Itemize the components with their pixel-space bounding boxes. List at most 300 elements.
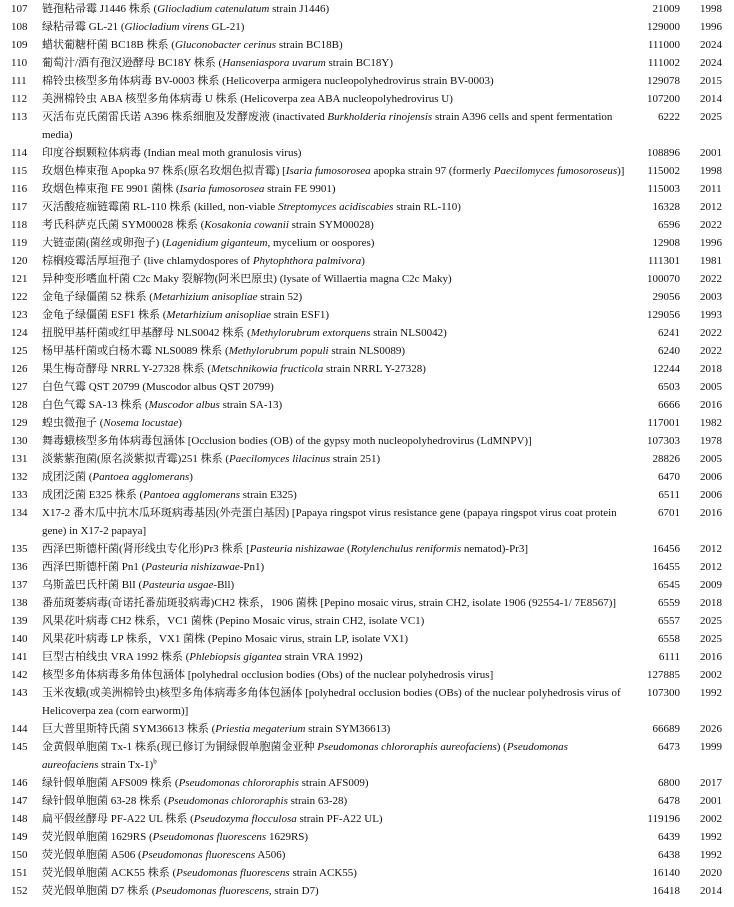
row-year: 2012 (700, 543, 722, 555)
name-text: 绿针假单胞菌 AFS009 株系 ( (42, 777, 179, 789)
scientific-name: Hanseniaspora uvarum (222, 57, 326, 69)
table-row (0, 234, 734, 252)
row-name (42, 792, 627, 810)
name-text: 核型多角体病毒多角体包涵体 [polyhedral occlusion bodies (Obs) of the nuclear polyhedrosis virus] (42, 669, 494, 681)
name-text: apopka strain 97 (formerly (370, 165, 494, 177)
row-code: 6503 (658, 381, 680, 393)
name-text: 蝗虫微孢子 ( (42, 417, 104, 429)
row-code: 6800 (658, 777, 680, 789)
row-number: 123 (11, 309, 28, 321)
scientific-name: Priestia megaterium (215, 723, 306, 735)
row-number: 145 (11, 741, 28, 753)
name-text: strain VRA 1992) (281, 651, 363, 663)
row-name (42, 234, 627, 252)
name-text: strain PF-A22 UL) (296, 813, 383, 825)
row-number: 147 (11, 795, 28, 807)
row-code: 21009 (652, 3, 680, 15)
table-row (0, 90, 734, 108)
table-row (0, 180, 734, 198)
row-year: 2016 (700, 507, 722, 519)
table-row (0, 774, 734, 792)
row-year: 2015 (700, 75, 722, 87)
table-row (0, 342, 734, 360)
row-number: 121 (11, 273, 28, 285)
row-code: 111301 (647, 255, 680, 267)
row-code: 129056 (647, 309, 680, 321)
row-name (42, 414, 627, 432)
row-year: 2022 (700, 327, 722, 339)
row-name (42, 450, 627, 468)
table-row (0, 270, 734, 288)
row-code: 108896 (647, 147, 680, 159)
scientific-name: Pseudomonas chlororaphis (178, 777, 299, 789)
row-name (42, 270, 627, 288)
row-number: 146 (11, 777, 28, 789)
name-text: 1629RS) (266, 831, 309, 843)
row-number: 112 (11, 93, 28, 105)
row-year: 2012 (700, 561, 722, 573)
scientific-name: Pseudozyma flocculosa (193, 813, 297, 825)
row-code: 16455 (652, 561, 680, 573)
row-code: 129000 (647, 21, 680, 33)
row-name (42, 378, 627, 396)
name-text: 扭脱甲基杆菌或红甲基酵母 NLS0042 株系 ( (42, 327, 251, 339)
row-number: 129 (11, 417, 28, 429)
table-row (0, 108, 734, 144)
row-code: 6666 (658, 399, 680, 411)
name-text: strain Tx-1) (98, 759, 154, 771)
scientific-name: Pseudomonas chlororaphis aureofaciens (317, 741, 497, 753)
name-text: strain AFS009) (298, 777, 369, 789)
row-year: 2001 (700, 147, 722, 159)
scientific-name: Paecilomyces fumosoroseus (493, 165, 618, 177)
row-name (42, 90, 627, 108)
row-year: 1992 (700, 687, 722, 699)
name-text: 白色气霉 SA-13 株系 ( (42, 399, 149, 411)
row-code: 6478 (658, 795, 680, 807)
row-year: 2024 (700, 57, 722, 69)
name-text: 金龟子绿僵菌 52 株系 ( (42, 291, 153, 303)
name-text: ) ( (496, 741, 507, 753)
row-year: 2025 (700, 111, 722, 123)
row-code: 100070 (647, 273, 680, 285)
row-name (42, 612, 627, 630)
table-row (0, 36, 734, 54)
name-text: 舞毒蛾核型多角体病毒包涵体 [Occlusion bodies (OB) of the gypsy moth nucleopolyhedrovirus (LdMNPV)] (42, 435, 532, 447)
scientific-name: Lagenidium giganteum (165, 237, 268, 249)
row-code: 6241 (658, 327, 680, 339)
row-year: 2025 (700, 633, 722, 645)
row-name (42, 486, 627, 504)
row-code: 6222 (658, 111, 680, 123)
name-text: 金龟子绿僵菌 ESF1 株系 ( (42, 309, 167, 321)
row-code: 6438 (658, 849, 680, 861)
row-code: 6439 (658, 831, 680, 843)
row-year: 2005 (700, 381, 722, 393)
row-number: 134 (11, 507, 28, 519)
row-code: 6559 (658, 597, 680, 609)
scientific-name: Phlebiopsis gigantea (189, 651, 282, 663)
name-text: 棉铃虫核型多角体病毒 BV-0003 株系 (Helicoverpa armigera nucleopolyhedrovirus strain BV-0003) (42, 75, 494, 87)
row-number: 111 (11, 75, 27, 87)
name-text: 绿粘帚霉 GL-21 ( (42, 21, 125, 33)
name-text: 美洲棉铃虫 ABA 核型多角体病毒 U 株系 (Helicoverpa zea ABA nucleopolyhedrovirus U) (42, 93, 453, 105)
scientific-name: Pseudomonas chlororaphis (167, 795, 288, 807)
row-name (42, 504, 627, 540)
scientific-name: Pantoea agglomerans (92, 471, 190, 483)
row-year: 2025 (700, 615, 722, 627)
row-number: 124 (11, 327, 28, 339)
name-text: strain 251) (330, 453, 381, 465)
row-code: 6111 (658, 651, 680, 663)
row-year: 2006 (700, 489, 722, 501)
row-year: 1992 (700, 849, 722, 861)
name-text: 链孢粘帚霉 J1446 株系 ( (42, 3, 158, 15)
row-number: 109 (11, 39, 28, 51)
name-text: 成团泛菌 ( (42, 471, 93, 483)
row-name (42, 558, 627, 576)
row-name (42, 396, 627, 414)
row-year: 2003 (700, 291, 722, 303)
row-name (42, 162, 627, 180)
row-code: 6240 (658, 345, 680, 357)
row-name (42, 810, 627, 828)
scientific-name: Gluconobacter cerinus (174, 39, 277, 51)
row-name (42, 216, 627, 234)
row-year: 2026 (700, 723, 722, 735)
row-name (42, 252, 627, 270)
row-name (42, 576, 627, 594)
table-row (0, 0, 734, 18)
row-year: 2017 (700, 777, 722, 789)
name-text: , mycelium or oospores) (267, 237, 375, 249)
name-text: strain FE 9901) (264, 183, 336, 195)
table-row (0, 306, 734, 324)
row-code: 12244 (652, 363, 680, 375)
row-number: 150 (11, 849, 28, 861)
row-code: 16140 (652, 867, 680, 879)
row-year: 1998 (700, 165, 722, 177)
name-text: 杨甲基杆菌或白杨木霉 NLS0089 株系 ( (42, 345, 229, 357)
table-row (0, 144, 734, 162)
row-name (42, 72, 627, 90)
table-row (0, 486, 734, 504)
name-text: strain 63-28) (287, 795, 348, 807)
scientific-name: Pseudomonas fluorescens (152, 831, 267, 843)
name-text: 果生梅奇酵母 NRRL Y-27328 株系 ( (42, 363, 212, 375)
row-name (42, 288, 627, 306)
row-number: 142 (11, 669, 28, 681)
scientific-name: Isaria fumosorosea (285, 165, 371, 177)
row-name (42, 54, 627, 72)
table-row (0, 18, 734, 36)
table-row (0, 450, 734, 468)
row-name (42, 630, 627, 648)
name-text: 玫烟色棒束孢 FE 9901 菌株 ( (42, 183, 180, 195)
scientific-name: Metarhizium anisopliae (152, 291, 258, 303)
row-number: 127 (11, 381, 28, 393)
row-year: 2024 (700, 39, 722, 51)
row-name (42, 342, 627, 360)
scientific-name: Pasteuria nishizawae (249, 543, 345, 555)
table-row (0, 648, 734, 666)
row-year: 2018 (700, 363, 722, 375)
name-text: 荧光假单胞菌 1629RS ( (42, 831, 153, 843)
row-year: 1999 (700, 741, 722, 753)
row-year: 1993 (700, 309, 722, 321)
table-row (0, 198, 734, 216)
row-year: 1998 (700, 3, 722, 15)
row-code: 117001 (647, 417, 680, 429)
row-year: 2018 (700, 597, 722, 609)
row-year: 2002 (700, 813, 722, 825)
table-row (0, 738, 734, 774)
name-text: ) (361, 255, 365, 267)
row-code: 107300 (647, 687, 680, 699)
row-code: 111002 (647, 57, 680, 69)
table-row (0, 432, 734, 450)
name-text: strain BC18B) (276, 39, 343, 51)
row-year: 2012 (700, 201, 722, 213)
row-name (42, 324, 627, 342)
row-code: 6596 (658, 219, 680, 231)
name-text: 玫烟色棒束孢 Apopka 97 株系(原名玫烟色拟青霉) [ (42, 165, 286, 177)
row-code: 127885 (647, 669, 680, 681)
name-text: strain NLS0089) (328, 345, 406, 357)
scientific-name: Phytophthora palmivora (252, 255, 362, 267)
row-number: 119 (11, 237, 28, 249)
row-number: 141 (11, 651, 28, 663)
row-number: 149 (11, 831, 28, 843)
name-text: 葡萄汁/酒有孢汉逊酵母 BC18Y 株系 ( (42, 57, 223, 69)
name-text: strain A396 cells and spent fermentation media) (42, 111, 613, 141)
name-text: strain J1446) (269, 3, 330, 15)
name-text: 大链壶菌(菌丝或卵孢子) ( (42, 237, 166, 249)
table-row (0, 684, 734, 720)
row-number: 126 (11, 363, 28, 375)
row-number: 136 (11, 561, 28, 573)
scientific-name: Pseudomonas fluorescens (155, 885, 269, 897)
row-code: 6473 (658, 741, 680, 753)
scientific-name: Metschnikowia fructicola (211, 363, 324, 375)
table-row (0, 828, 734, 846)
row-number: 144 (11, 723, 28, 735)
name-text: strain E325) (240, 489, 297, 501)
row-name (42, 738, 627, 774)
row-name (42, 774, 627, 792)
row-year: 2002 (700, 669, 722, 681)
row-number: 115 (11, 165, 28, 177)
row-number: 116 (11, 183, 28, 195)
row-year: 1992 (700, 831, 722, 843)
row-name (42, 108, 627, 144)
row-name (42, 828, 627, 846)
scientific-name: Gliocladium catenulatum (157, 3, 270, 15)
row-code: 115002 (647, 165, 680, 177)
row-name (42, 36, 627, 54)
row-year: 2011 (700, 183, 722, 195)
name-text: 印度谷螟颗粒体病毒 (Indian meal moth granulosis virus) (42, 147, 302, 159)
row-code: 119196 (647, 813, 680, 825)
row-year: 2020 (700, 867, 722, 879)
name-text: A506) (255, 849, 286, 861)
row-year: 2022 (700, 345, 722, 357)
table-row (0, 666, 734, 684)
name-text: 灭活布克氏菌雷氏诺 A396 株系细胞及发酵废液 (inactivated (42, 111, 328, 123)
name-text: ) (178, 417, 182, 429)
table-row (0, 378, 734, 396)
name-text: strain SA-13) (219, 399, 283, 411)
scientific-name: Streptomyces acidiscabies (278, 201, 394, 213)
table-row (0, 360, 734, 378)
row-name (42, 684, 627, 720)
name-text: strain NRRL Y-27328) (323, 363, 426, 375)
row-year: 2005 (700, 453, 722, 465)
row-code: 6701 (658, 507, 680, 519)
row-year: 2016 (700, 399, 722, 411)
scientific-name: Pantoea agglomerans (143, 489, 240, 501)
name-text: strain ESF1) (270, 309, 330, 321)
row-code: 16456 (652, 543, 680, 555)
row-number: 107 (11, 3, 28, 15)
table-row (0, 54, 734, 72)
name-text: strain SYM36613) (305, 723, 391, 735)
row-number: 131 (11, 453, 28, 465)
row-year: 2014 (700, 93, 722, 105)
row-number: 113 (11, 111, 28, 123)
table-row (0, 162, 734, 180)
table-row (0, 468, 734, 486)
row-number: 148 (11, 813, 28, 825)
row-year: 2001 (700, 795, 722, 807)
name-text: 乌斯盖巴氏杆菌 BlI ( (42, 579, 143, 591)
row-name (42, 360, 627, 378)
scientific-name: Gliocladium virens (124, 21, 209, 33)
row-number: 120 (11, 255, 28, 267)
row-year: 1978 (700, 435, 722, 447)
row-name (42, 666, 627, 684)
name-text: ( (344, 543, 351, 555)
row-code: 66689 (652, 723, 680, 735)
row-name (42, 0, 627, 18)
row-name (42, 648, 627, 666)
name-text: 荧光假单胞菌 A506 ( (42, 849, 142, 861)
name-text: -Pn1) (239, 561, 265, 573)
row-name (42, 594, 627, 612)
name-text: strain RL-110) (393, 201, 461, 213)
scientific-name: Pasteuria nishizawae (145, 561, 240, 573)
row-year: 2014 (700, 885, 722, 897)
row-code: 6557 (658, 615, 680, 627)
row-year: 2022 (700, 219, 722, 231)
table-row (0, 792, 734, 810)
table-row (0, 594, 734, 612)
name-text: 蜡状葡糖杆菌 BC18B 株系 ( (42, 39, 175, 51)
name-text: , strain D7) (268, 885, 319, 897)
table-row (0, 396, 734, 414)
row-number: 138 (11, 597, 28, 609)
row-number: 152 (11, 885, 28, 897)
row-name (42, 540, 627, 558)
row-name (42, 864, 627, 882)
table-row (0, 882, 734, 900)
row-number: 132 (11, 471, 28, 483)
row-number: 135 (11, 543, 28, 555)
row-number: 143 (11, 687, 28, 699)
name-text: 风果花叶病毒 CH2 株系，VC1 菌株 (Pepino Mosaic virus, strain CH2, isolate VC1) (42, 615, 425, 627)
name-text: 棕榈疫霉活厚垣孢子 (live chlamydospores of (42, 255, 253, 267)
name-text: -Bll) (213, 579, 235, 591)
row-number: 110 (11, 57, 28, 69)
scientific-name: Pseudomonas fluorescens (176, 867, 290, 879)
row-code: 16328 (652, 201, 680, 213)
row-number: 133 (11, 489, 28, 501)
row-number: 130 (11, 435, 28, 447)
row-year: 1996 (700, 21, 722, 33)
name-text: 绿针假单胞菌 63-28 株系 ( (42, 795, 168, 807)
row-number: 151 (11, 867, 28, 879)
name-text: 淡紫紫孢菌(原名淡紫拟青霉)251 株系 ( (42, 453, 229, 465)
footnote-marker: b (153, 757, 157, 766)
scientific-name: Kosakonia cowanii (204, 219, 289, 231)
name-text: 扁平假丝酵母 PF-A22 UL 株系 ( (42, 813, 194, 825)
row-number: 117 (11, 201, 28, 213)
name-text: 巨型古柏线虫 VRA 1992 株系 ( (42, 651, 190, 663)
row-code: 6558 (658, 633, 680, 645)
row-number: 137 (11, 579, 28, 591)
table-row (0, 720, 734, 738)
row-code: 6470 (658, 471, 680, 483)
table-row (0, 612, 734, 630)
row-number: 108 (11, 21, 28, 33)
row-code: 6545 (658, 579, 680, 591)
name-text: 金黄假单胞菌 Tx-1 株系(现已修订为铜绿假单胞菌金亚种 (42, 741, 318, 753)
row-year: 2022 (700, 273, 722, 285)
row-number: 140 (11, 633, 28, 645)
scientific-name: Pseudomonas aureofaciens (42, 741, 568, 771)
scientific-name: Muscodor albus (148, 399, 220, 411)
row-number: 122 (11, 291, 28, 303)
row-year: 1981 (700, 255, 722, 267)
name-text: 玉米夜蛾(或美洲棉铃虫)核型多角体病毒多角体包涵体 [polyhedral occlusion bodies (OBs) of the nuclear polyhedrosis virus of Helicoverpa zea (corn earworm)] (42, 687, 621, 717)
scientific-name: Pasteuria usgae (142, 579, 214, 591)
table-row (0, 810, 734, 828)
name-text: )] (617, 165, 625, 177)
name-text: 白色气霉 QST 20799 (Muscodor albus QST 20799) (42, 381, 274, 393)
table-row (0, 864, 734, 882)
table-row (0, 324, 734, 342)
row-name (42, 144, 627, 162)
scientific-name: Rotylenchulus reniformis (350, 543, 462, 555)
name-text: ) (189, 471, 193, 483)
scientific-name: Isaria fumosorosea (179, 183, 265, 195)
row-code: 16418 (652, 885, 680, 897)
table-row (0, 846, 734, 864)
table-row (0, 72, 734, 90)
name-text: strain SYM00028) (288, 219, 374, 231)
name-text: 灭活酸疮痂链霉菌 RL-110 株系 (killed, non-viable (42, 201, 279, 213)
row-name (42, 882, 627, 900)
row-code: 129078 (647, 75, 680, 87)
row-number: 114 (11, 147, 28, 159)
name-text: 异种变形嗜血杆菌 C2c Maky 裂解物(阿米巴原虫) (lysate of Willaertia magna C2c Maky) (42, 273, 452, 285)
row-name (42, 180, 627, 198)
row-code: 29056 (652, 291, 680, 303)
row-code: 6511 (658, 489, 680, 501)
row-name (42, 720, 627, 738)
name-text: 成团泛菌 E325 株系 ( (42, 489, 144, 501)
row-number: 139 (11, 615, 28, 627)
